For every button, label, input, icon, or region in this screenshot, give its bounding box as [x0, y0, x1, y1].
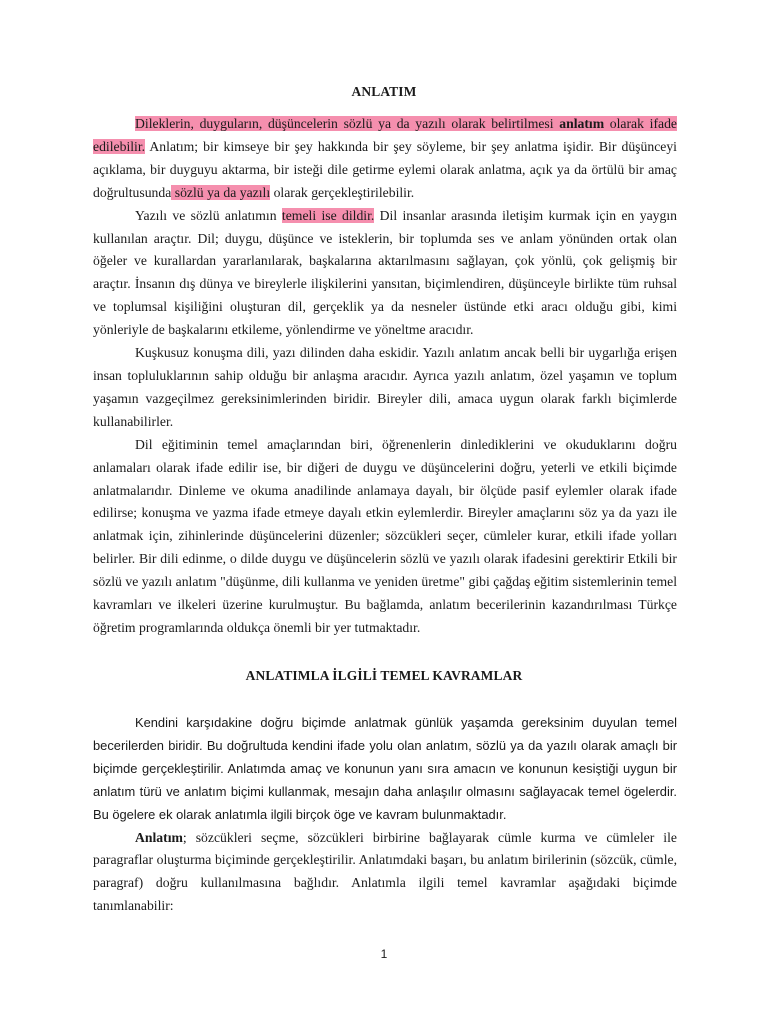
bold-term: anlatım	[559, 116, 605, 131]
paragraph-language: Yazılı ve sözlü anlatımın temeli ise dildir. Dil insanlar arasında iletişim kurmak için en yaygın kullanılan araçtır. Dil; duygu, düşünce ve isteklerin, bir toplumda ses ve anlam yönünden ortak olan öğeler ve kurallardan yararlanılarak, başkalarına aktarılmasını sağlayan, çok yönlü, çok gelişmiş bir araçtır. İnsanın dış dünya ve bireylerle ilişkilerini yansıtan, biçimlendiren, düşünceyle birlikte tüm ruhsal ve toplumsal kişiliğini oluşturan dil, gerçeklik ya da nesneler üstünde etki aracı olduğu gibi, kimi yönleriyle de başkalarını etkileme, yönlendirme ve yöneltme aracıdır.	[93, 207, 677, 338]
paragraph-definition: Dileklerin, duyguların, düşüncelerin sözlü ya da yazılı olarak belirtilmesi anlatım olarak ifade edilebilir. Anlatım; bir kimseye bir şey hakkında bir şey söyleme, bir şey anlatma işidir. Bir düşünceyi açıklama, bir duyguyu aktarma, bir isteği dile getirme eylemi olarak anlatma, açık ya da örtülü bir amaç doğrultusunda sözlü ya da yazılı olarak gerçekleştirilebilir.	[93, 116, 677, 200]
paragraph-spoken-written: Kuşkusuz konuşma dili, yazı dilinden daha eskidir. Yazılı anlatım ancak belli bir uygarlığa erişen insan topluluklarının sahip olduğu bir anlaşma aracıdır. Ayrıca yazılı anlatım, özel yaşamın ve toplum yaşamın vazgeçilmez gereksinimlerinden biridir. Bireyler dili, amaca uygun olarak farklı biçimlerde kullanabilirler.	[93, 345, 677, 429]
paragraph-anlatim-definition: Anlatım; sözcükleri seçme, sözcükleri birbirine bağlayarak cümle kurma ve cümleler ile paragraflar oluşturma biçiminde gerçekleştirilir. Anlatımdaki başarı, bu anlatım birilerinin (sözcük, cümle, paragraf) doğru kullanılmasına bağlıdır. Anlatımla ilgili temel kavramlar aşağıdaki biçimde tanımlanabilir:	[93, 829, 677, 914]
concepts-section	[93, 712, 677, 918]
highlighted-phrase: temeli ise dildir.	[281, 207, 375, 223]
section-heading: ANLATIMLA İLGİLİ TEMEL KAVRAMLAR	[245, 668, 523, 683]
paragraph-self-expression: Kendini karşıdakine doğru biçimde anlatmak günlük yaşamda gereksinim duyulan temel becerilerden biridir. Bu doğrultuda kendini ifade yolu olan anlatım, sözlü ya da yazılı olarak amaçlı bir biçimde gerçekleştirilir. Anlatımda amaç ve konunun yanı sıra amacın ve konunun kesiştiği uygun bir anlatım türü ve anlatım biçimi kullanmak, mesajın daha anlaşılır olmasını sağlayacak temel ögelerdir. Bu ögelere ek olarak anlatımla ilgili birçok öge ve kavram bulunmaktadır.	[93, 715, 677, 822]
highlighted-phrase: sözlü ya da yazılı	[171, 184, 271, 200]
page-number: 1	[380, 947, 388, 961]
highlighted-definition: Dileklerin, duyguların, düşüncelerin sözlü ya da yazılı olarak belirtilmesi anlatım olarak ifade edilebilir.	[93, 116, 677, 154]
page-title: ANLATIM	[351, 84, 417, 99]
intro-section	[93, 113, 677, 640]
bold-term: Anlatım	[135, 829, 183, 845]
paragraph-language-education: Dil eğitiminin temel amaçlarından biri, öğrenenlerin dinlediklerini ve okuduklarını doğru anlamaları olarak ifade edilir ise, bir diğeri de duygu ve düşüncelerini doğru, yeterli ve etkili biçimde anlatmalarıdır. Dinleme ve okuma anadilinde anlamaya dayalı, bir ölçüde pasif eylemler olarak ifade edilirse; konuşma ve yazma ifade etmeye dayalı etkin eylemlerdir. Bireyler amaçlarını söz ya da yazı ile anlatmak için, zihinlerinde düşüncelerini düzenler; sözcükleri seçer, cümleler kurar, etkili ifade yolları belirler. Bir dili edinme, o dilde duygu ve düşüncelerin sözlü ve yazılı olarak ifadesini gerektirir Etkili bir sözlü ve yazılı anlatım "düşünme, dili kullanma ve yeniden üretme" gibi çağdaş eğitim sistemlerinin temel kavramları ve ilkeleri üzerine kurulmuştur. Bu bağlamda, anlatım becerilerinin kazandırılması Türkçe öğretim programlarında oldukça önemli bir yer tutmaktadır.	[93, 436, 677, 635]
